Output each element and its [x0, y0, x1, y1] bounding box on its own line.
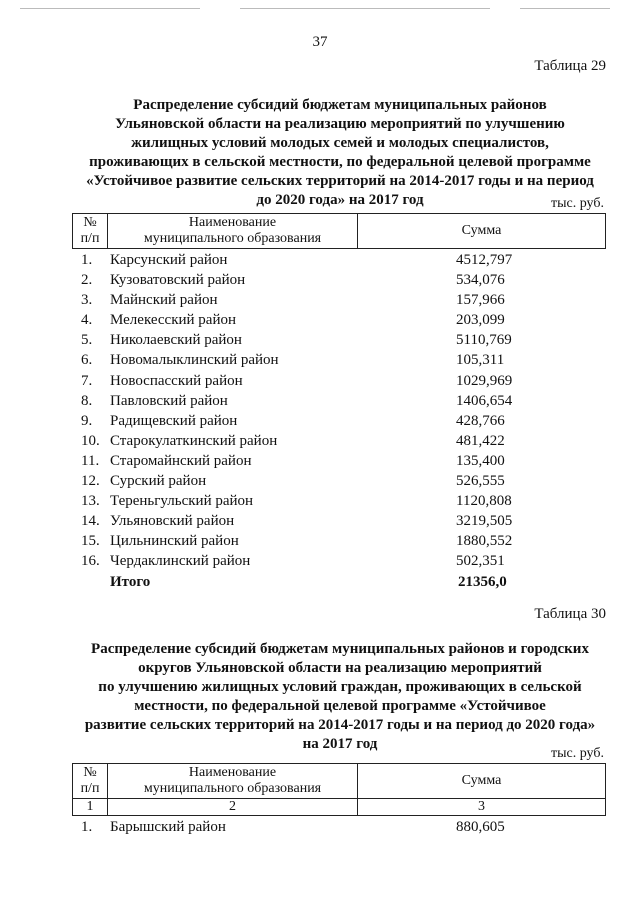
header-number-cell: № п/п [73, 764, 108, 799]
title-line: округов Ульяновской области на реализацию мероприятий [138, 660, 542, 676]
column-number-cell: 2 [108, 799, 358, 816]
row-amount: 1880,552 [456, 533, 513, 550]
table-30-header [72, 763, 606, 816]
district-name: Карсунский район [110, 252, 228, 268]
district-name: Старокулаткинский район [110, 432, 278, 449]
district-name: Тереньгульский район [110, 493, 254, 510]
row-amount: 4512,797 [456, 252, 513, 268]
row-amount: 105,311 [456, 352, 505, 369]
district-name: Радищевский район [110, 412, 238, 429]
table-29-units: тыс. руб. [551, 196, 604, 211]
title-line: до 2020 года» на 2017 год [256, 192, 424, 208]
row-amount: 428,766 [456, 412, 505, 429]
title-line: Распределение субсидий бюджетам муниципальных районов и городских [91, 641, 589, 657]
row-number: 15. [81, 533, 100, 550]
title-line: развитие сельских территорий на 2014-2017 годы и на период до 2020 года» [84, 717, 596, 733]
district-name: Ульяновский район [110, 513, 235, 530]
row-number: 10. [81, 432, 100, 449]
row-amount: 880,605 [456, 819, 505, 835]
scan-artifact-line [20, 8, 200, 9]
district-name: Чердаклинский район [110, 553, 251, 570]
header-name-cell: Наименование муниципального образования [108, 764, 358, 799]
district-name: Новоспасский район [110, 372, 243, 389]
row-number: 3. [81, 292, 93, 309]
district-name: Барышский район [110, 819, 226, 835]
header-sum-cell: Сумма [358, 214, 606, 249]
total-amount: 21356,0 [458, 573, 507, 590]
title-line: по улучшению жилищных условий граждан, проживающих в сельской [98, 679, 582, 695]
row-amount: 502,351 [456, 553, 505, 570]
title-line: проживающих в сельской местности, по федеральной целевой программе [89, 154, 591, 170]
row-number: 6. [81, 352, 93, 369]
title-line: Ульяновской области на реализацию мероприятий по улучшению [115, 116, 565, 132]
scan-artifact-line [520, 8, 610, 9]
district-name: Павловский район [110, 392, 228, 409]
row-amount: 481,422 [456, 432, 505, 449]
title-line: на 2017 год [302, 736, 378, 752]
district-name: Новомалыклинский район [110, 352, 279, 369]
district-name: Кузоватовский район [110, 272, 246, 289]
title-line: Распределение субсидий бюджетам муниципальных районов [133, 97, 547, 113]
district-name: Цильнинский район [110, 533, 239, 550]
row-number: 16. [81, 553, 100, 570]
district-name: Майнский район [110, 292, 218, 309]
table-30-label: Таблица 30 [534, 606, 606, 622]
row-number: 2. [81, 272, 93, 289]
row-number: 12. [81, 473, 100, 490]
row-amount: 157,966 [456, 292, 505, 309]
table-29-label: Таблица 29 [534, 58, 606, 74]
row-number: 11. [81, 452, 100, 469]
row-number: 1. [81, 252, 93, 268]
district-name: Сурский район [110, 473, 207, 490]
title-line: жилищных условий молодых семей и молодых специалистов, [131, 135, 549, 151]
table-29-title [60, 96, 620, 210]
header-number-cell: № п/п [73, 214, 108, 249]
title-line: «Устойчивое развитие сельских территорий на 2014-2017 годы и на период [86, 173, 594, 189]
row-number: 13. [81, 493, 100, 510]
row-number: 8. [81, 392, 93, 409]
row-amount: 1120,808 [456, 493, 512, 510]
column-number-cell: 3 [358, 799, 606, 816]
table-30-units: тыс. руб. [551, 746, 604, 761]
row-amount: 135,400 [456, 452, 505, 469]
row-amount: 203,099 [456, 312, 505, 329]
row-amount: 1406,654 [456, 392, 513, 409]
scan-artifact-line [240, 8, 490, 9]
row-amount: 526,555 [456, 473, 505, 490]
column-number-cell: 1 [73, 799, 108, 816]
table-30-title [60, 640, 620, 754]
row-number: 9. [81, 412, 93, 429]
title-line: местности, по федеральной целевой программе «Устойчивое [134, 698, 546, 714]
row-number: 1. [81, 819, 93, 835]
row-number: 14. [81, 513, 100, 530]
row-amount: 3219,505 [456, 513, 513, 530]
district-name: Старомайнский район [110, 452, 252, 469]
page-number: 37 [312, 34, 328, 50]
header-name-cell: Наименование муниципального образования [108, 214, 358, 249]
row-number: 5. [81, 332, 93, 349]
district-name: Мелекесский район [110, 312, 237, 329]
table-29-header [72, 213, 606, 249]
row-number: 7. [81, 372, 93, 389]
row-amount: 534,076 [456, 272, 505, 289]
total-label: Итого [110, 573, 151, 590]
row-amount: 5110,769 [456, 332, 512, 349]
district-name: Николаевский район [110, 332, 242, 349]
header-sum-cell: Сумма [358, 764, 606, 799]
row-number: 4. [81, 312, 93, 329]
row-amount: 1029,969 [456, 372, 513, 389]
